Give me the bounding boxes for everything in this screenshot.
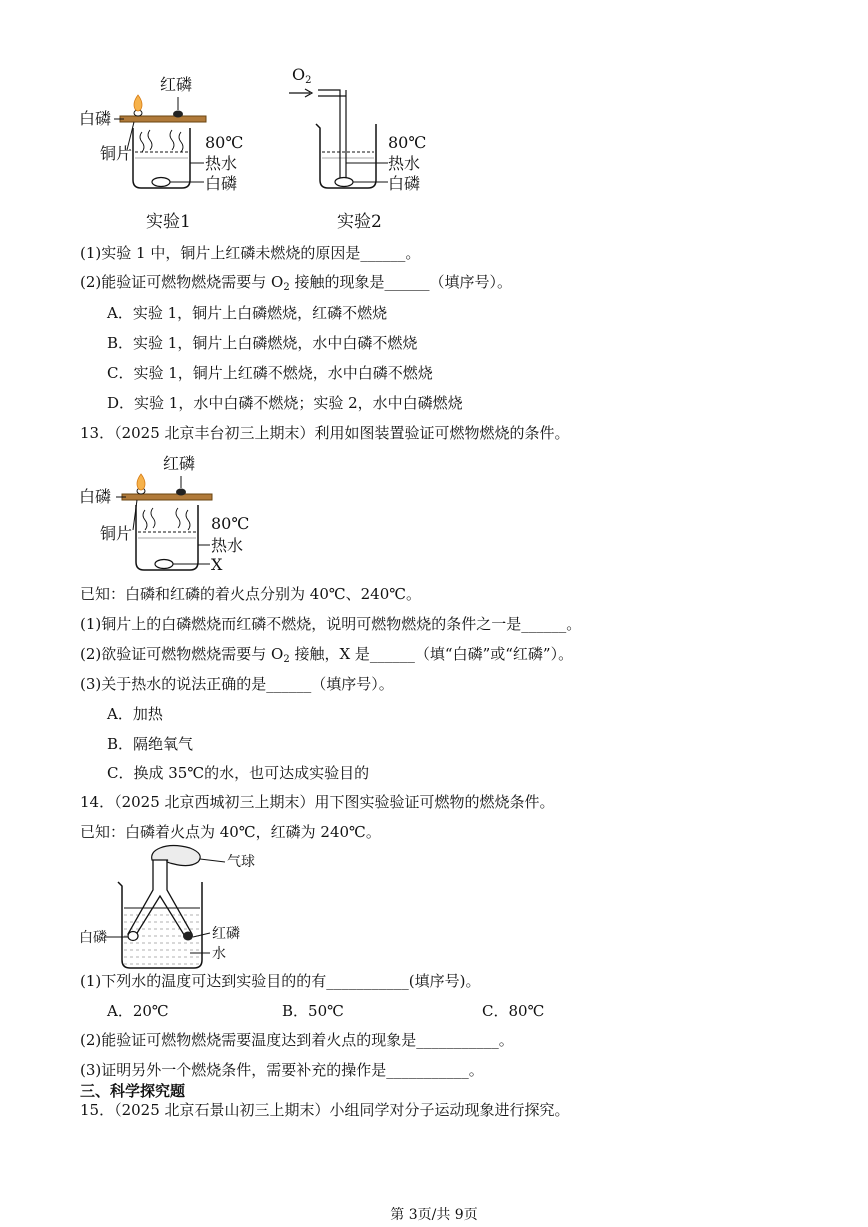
fig1-hot-water-label: 热水 xyxy=(205,154,238,173)
fig2-hot-water-label: 热水 xyxy=(388,154,421,173)
q12-option-b: B．实验 1，铜片上白磷燃烧，水中白磷不燃烧 xyxy=(107,334,418,352)
q14-option-b: B．50℃ xyxy=(282,1002,344,1020)
fig1-caption: 实验1 xyxy=(146,212,191,232)
q14-part1: (1)下列水的温度可达到实验目的的有___________(填序号)。 xyxy=(80,972,481,990)
q15-title: 15．（2025 北京石景山初三上期末）小组同学对分子运动现象进行探究。 xyxy=(80,1101,570,1119)
q14-white-p-label: 白磷 xyxy=(79,930,107,946)
q13-option-c: C．换成 35℃的水，也可达成实验目的 xyxy=(107,764,370,782)
section-3-heading: 三、科学探究题 xyxy=(80,1082,186,1100)
q12-part2-post: 接触的现象是______（填序号）。 xyxy=(289,273,512,291)
q12-part1: (1)实验 1 中，铜片上红磷未燃烧的原因是______。 xyxy=(80,244,421,262)
fig2-gas-text: O xyxy=(292,65,306,84)
q13-hot-water-label: 热水 xyxy=(211,536,244,555)
fig1-red-phosphorus-label: 红磷 xyxy=(160,75,193,94)
q13-part3: (3)关于热水的说法正确的是______（填序号）。 xyxy=(80,675,394,693)
q14-known: 已知：白磷着火点为 40℃，红磷为 240℃。 xyxy=(80,823,381,841)
fig2-temp-label: 80℃ xyxy=(388,133,427,152)
q13-temp-label: 80℃ xyxy=(211,514,250,533)
fig1-white-p-bottom-label: 白磷 xyxy=(205,174,238,193)
q14-balloon-label: 气球 xyxy=(227,854,255,870)
q12-option-d: D．实验 1，水中白磷不燃烧；实验 2，水中白磷燃烧 xyxy=(107,394,463,412)
q13-part2-sub: 2 xyxy=(283,654,290,665)
q13-known: 已知：白磷和红磷的着火点分别为 40℃、240℃。 xyxy=(80,585,422,603)
q13-x-label: X xyxy=(211,555,223,574)
q13-copper-label: 铜片 xyxy=(100,524,133,543)
q12-option-c: C．实验 1，铜片上红磷不燃烧，水中白磷不燃烧 xyxy=(107,364,433,382)
fig2-gas-sub: 2 xyxy=(305,75,312,86)
q12-part2-sub: 2 xyxy=(283,282,290,293)
q13-white-p-label: 白磷 xyxy=(79,487,112,506)
q13-option-a: A．加热 xyxy=(107,705,163,723)
fig2-caption: 实验2 xyxy=(337,212,382,232)
q14-part2: (2)能验证可燃物燃烧需要温度达到着火点的现象是___________。 xyxy=(80,1031,514,1049)
fig1-white-phosphorus-label: 白磷 xyxy=(79,109,112,128)
q14-option-a: A．20℃ xyxy=(107,1002,169,1020)
q13-title: 13．（2025 北京丰台初三上期末）利用如图装置验证可燃物燃烧的条件。 xyxy=(80,424,570,442)
q14-title: 14．（2025 北京西城初三上期末）用下图实验验证可燃物的燃烧条件。 xyxy=(80,793,555,811)
q13-part1: (1)铜片上的白磷燃烧而红磷不燃烧，说明可燃物燃烧的条件之一是______。 xyxy=(80,615,582,633)
q14-red-p-label: 红磷 xyxy=(212,926,240,942)
q13-red-p-label: 红磷 xyxy=(163,454,196,473)
q14-part3: (3)证明另外一个燃烧条件，需要补充的操作是___________。 xyxy=(80,1061,484,1079)
q14-water-label: 水 xyxy=(212,946,226,962)
fig1-temp-label: 80℃ xyxy=(205,133,244,152)
fig2-white-p-bottom-label: 白磷 xyxy=(388,174,421,193)
q12-part2-pre: (2)能验证可燃物燃烧需要与 O xyxy=(80,273,284,291)
page-footer: 第 3页/共 9页 xyxy=(390,1207,478,1223)
q13-part2-post: 接触，X 是______（填“白磷”或“红磷”）。 xyxy=(289,645,574,663)
q13-part2-pre: (2)欲验证可燃物燃烧需要与 O xyxy=(80,645,284,663)
q14-option-c: C．80℃ xyxy=(482,1002,545,1020)
q12-option-a: A．实验 1，铜片上白磷燃烧，红磷不燃烧 xyxy=(107,304,388,322)
fig1-copper-label: 铜片 xyxy=(100,144,133,163)
q13-option-b: B．隔绝氧气 xyxy=(107,735,194,753)
